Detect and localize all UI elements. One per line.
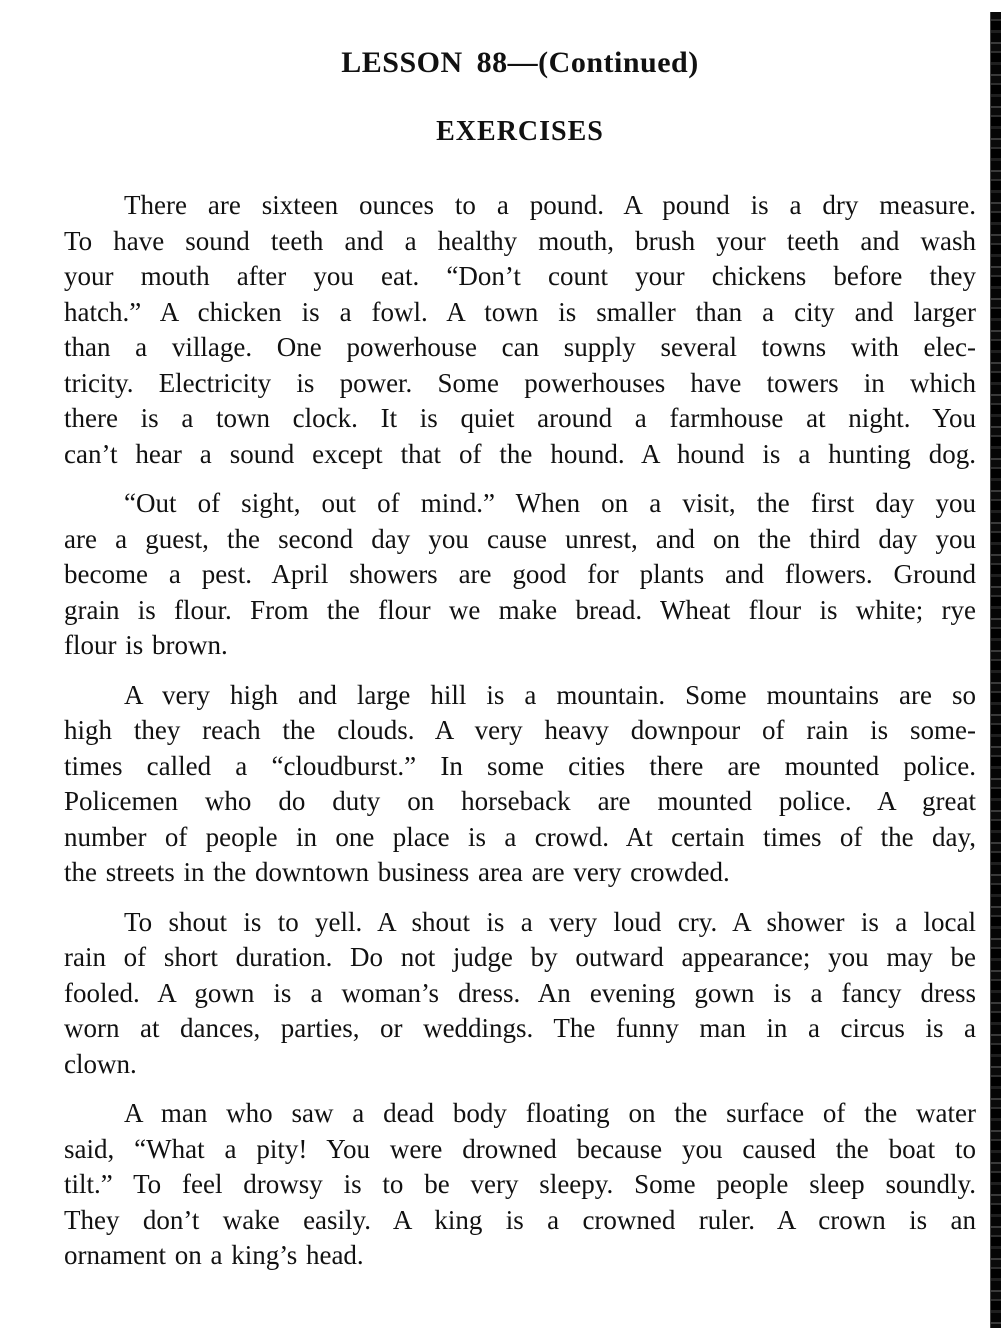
text-line: times called a “cloudburst.” In some cities there are mounted police.	[64, 750, 976, 781]
text-line: your mouth after you eat. “Don’t count your chickens before they	[64, 261, 976, 291]
text-line: “Out of sight, out of mind.” When on a visit, the first day you	[124, 488, 976, 518]
paragraph	[64, 1096, 976, 1274]
text-line: To shout is to yell. A shout is a very loud cry. A shower is a local	[124, 906, 976, 937]
exercises-heading: EXERCISES	[436, 116, 604, 147]
exercise-text	[64, 188, 976, 1274]
paragraph	[64, 678, 976, 891]
text-line: high they reach the clouds. A very heavy downpour of rain is some-	[64, 715, 976, 745]
text-line: flour is brown.	[64, 630, 228, 660]
text-line: A very high and large hill is a mountain. Some mountains are so	[124, 679, 976, 710]
text-line: are a guest, the second day you cause unrest, and on the third day you	[64, 523, 976, 554]
text-line: tricity. Electricity is power. Some powerhouses have towers in which	[64, 367, 976, 398]
text-line: clown.	[64, 1048, 137, 1079]
text-line: become a pest. April showers are good for plants and flowers. Ground	[64, 559, 976, 589]
text-line: tilt.” To feel drowsy is to be very sleepy. Some people sleep soundly.	[64, 1169, 976, 1199]
text-line: hatch.” A chicken is a fowl. A town is smaller than a city and larger	[64, 296, 976, 327]
text-column	[64, 0, 976, 1288]
text-line: grain is flour. From the flour we make bread. Wheat flour is white; rye	[64, 594, 976, 625]
text-line: said, “What a pity! You were drowned because you caused the boat to	[64, 1133, 976, 1164]
text-line: Policemen who do duty on horseback are mounted police. A great	[64, 786, 976, 816]
page-edge-scan-artifact	[990, 12, 1001, 1328]
paragraph	[64, 905, 976, 1083]
text-line: A man who saw a dead body floating on the surface of the water	[124, 1098, 976, 1128]
text-line: They don’t wake easily. A king is a crowned ruler. A crown is an	[64, 1204, 976, 1235]
text-line: number of people in one place is a crowd. At certain times of the day,	[64, 821, 976, 852]
text-line: worn at dances, parties, or weddings. The funny man in a circus is a	[64, 1013, 976, 1043]
text-line: There are sixteen ounces to a pound. A pound is a dry measure.	[124, 190, 976, 220]
text-line: there is a town clock. It is quiet around a farmhouse at night. You	[64, 403, 976, 433]
text-line: fooled. A gown is a woman’s dress. An evening gown is a fancy dress	[64, 977, 976, 1008]
text-line: can’t hear a sound except that of the hound. A hound is a hunting dog.	[64, 438, 976, 469]
text-line: than a village. One powerhouse can supply several towns with elec-	[64, 332, 976, 362]
paragraph	[64, 188, 976, 472]
text-line: To have sound teeth and a healthy mouth, brush your teeth and wash	[64, 225, 976, 256]
paragraph	[64, 486, 976, 664]
text-line: rain of short duration. Do not judge by outward appearance; you may be	[64, 942, 976, 972]
lesson-title: LESSON 88—(Continued)	[341, 46, 699, 79]
text-line: the streets in the downtown business area are very crowded.	[64, 857, 730, 887]
text-line: ornament on a king’s head.	[64, 1240, 364, 1270]
